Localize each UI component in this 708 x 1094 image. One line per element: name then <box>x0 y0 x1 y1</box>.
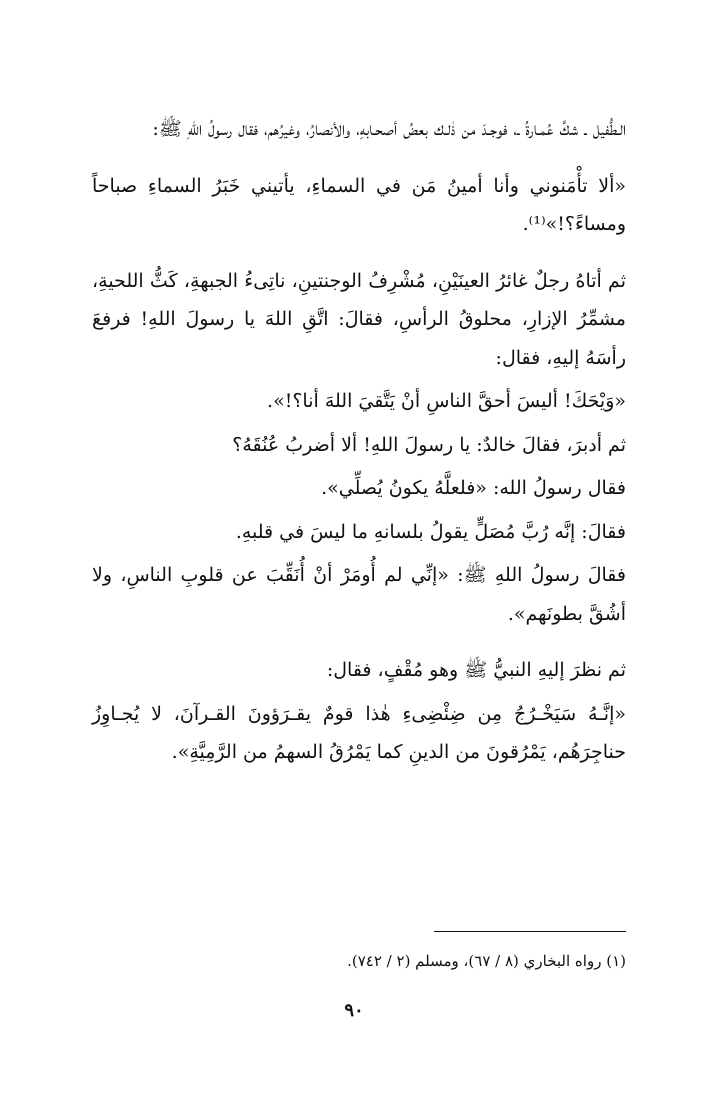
main-text <box>92 110 626 772</box>
paragraph-5: ثم أدبرَ، فقالَ خالدٌ: يا رسولَ اللهِ! ألا أضربُ عُنُقَهُ؟ <box>232 433 626 456</box>
page-number: ٩٠ <box>344 1000 364 1021</box>
paragraph-10: «إنَّـهُ سَيَخْـرُجُ مِن ضِئْضِىءِ هٰذا قومٌ يقـرَؤونَ القـرآنَ، لا يُجـاوِزُ حناجِرَهُم، يَمْرُقونَ من الدينِ كما يَمْرُقُ السهمُ من الرَّمِيَّةِ». <box>92 702 626 763</box>
paragraph-6: فقال رسولُ الله: «فلعلَّهُ يكونُ يُصلِّي». <box>321 477 626 499</box>
paragraph-9: ثم نظرَ إليهِ النبيُّ ﷺ وهو مُقْفٍ، فقال: <box>326 659 626 681</box>
paragraph-3: ثم أتاهُ رجلٌ غائرُ العينَيْنِ، مُشْرِفُ الوجنتينِ، ناتِىءُ الجبهةِ، كَثُّ اللحيةِ، مشمِّرُ الإزارِ، محلوقُ الرأسِ، فقالَ: اتَّقِ اللهَ يا رسولَ اللهِ! فرفعَ رأسَهُ إليهِ، فقال: <box>92 269 626 369</box>
paragraph-8: فقالَ رسولُ اللهِ ﷺ: «إنِّي لم أُومَرْ أنْ أُنَقِّبَ عن قلوبِ الناسِ، ولا أشُقَّ بطونَهم». <box>92 564 626 625</box>
footnote: (١) رواه البخاري (٨ / ٦٧)، ومسلم (٢ / ٧٤٢). <box>347 952 626 970</box>
paragraph-2: «ألا تأْمَنوني وأنا أمينُ مَن في السماءِ، يأتيني خَبَرُ السماءِ صباحاً ومساءً؟!»⁽¹⁾. <box>92 174 626 235</box>
footnote-divider <box>434 931 626 932</box>
paragraph-1: الـطُّفيل ـ شكَّ عُمـارةُ ـ، فوجـدَ من ذٰلـك بعضُ أصحـابهِ، والأنصارُ، وغيرُهم، فقال رسولُ اللهِ ﷺ: <box>152 118 626 140</box>
paragraph-4: «وَيْحَكَ! أليسَ أحقَّ الناسِ أنْ يَتَّقيَ اللهَ أنا؟!». <box>267 390 626 412</box>
paragraph-7: فقالَ: إنَّه رُبَّ مُصَلٍّ يقولُ بلسانهِ ما ليسَ في قلبهِ. <box>235 520 626 543</box>
